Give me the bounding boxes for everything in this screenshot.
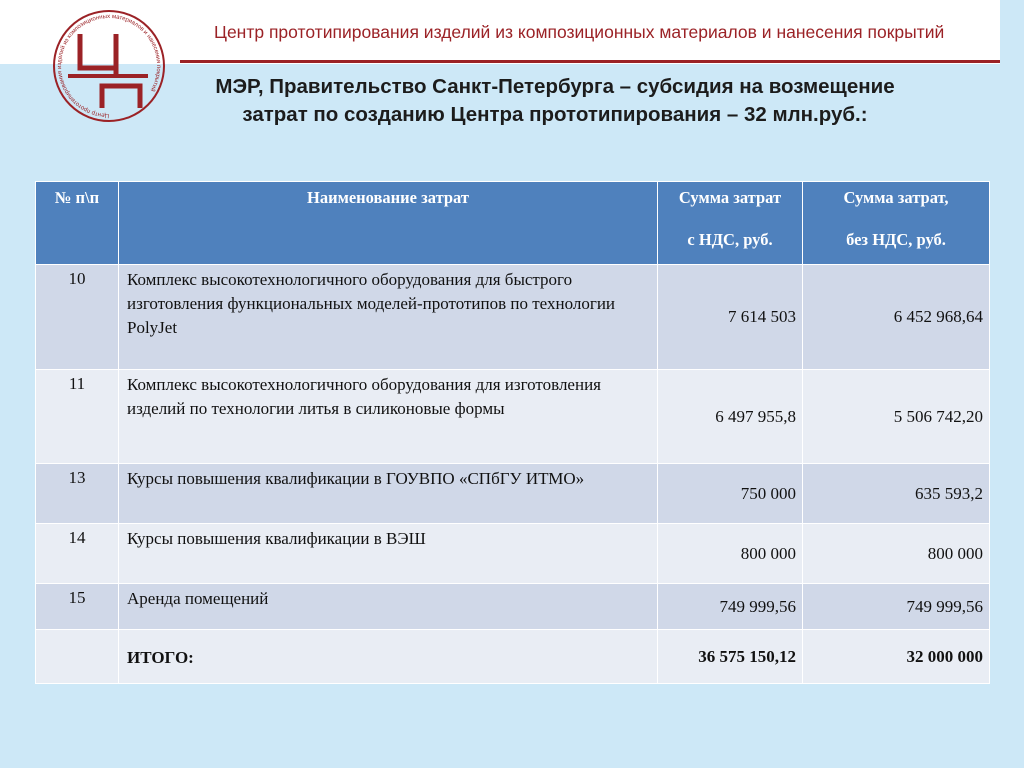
table-header-row: [36, 182, 990, 265]
row-without-vat: 635 593,2: [803, 464, 990, 524]
row-num: 13: [36, 464, 119, 524]
row-with-vat: 800 000: [658, 524, 803, 584]
row-name: Аренда помещений: [119, 584, 658, 630]
row-with-vat: 7 614 503: [658, 265, 803, 370]
table-row: [36, 464, 990, 524]
row-name: Курсы повышения квалификации в ВЭШ: [119, 524, 658, 584]
header-name: Наименование затрат: [119, 182, 658, 265]
table-row: [36, 524, 990, 584]
logo-letters: [68, 34, 148, 108]
table-row: [36, 584, 990, 630]
total-without-vat: 32 000 000: [803, 630, 990, 684]
table-total-row: [36, 630, 990, 684]
row-num: 10: [36, 265, 119, 370]
row-name: Комплекс высокотехнологичного оборудования для изготовления изделий по технологии литья в силиконовые формы: [119, 370, 658, 464]
table-row: [36, 370, 990, 464]
row-num: 15: [36, 584, 119, 630]
page-title: [160, 73, 950, 129]
header-with-vat: Сумма затрат с НДС, руб.: [658, 182, 803, 265]
row-without-vat: 800 000: [803, 524, 990, 584]
logo-emblem: [44, 4, 174, 124]
row-num: 14: [36, 524, 119, 584]
title-line-2: затрат по созданию Центра прототипирования – 32 млн.руб.:: [242, 103, 868, 126]
row-without-vat: 5 506 742,20: [803, 370, 990, 464]
row-num: 11: [36, 370, 119, 464]
header-without-vat: Сумма затрат, без НДС, руб.: [803, 182, 990, 265]
row-with-vat: 6 497 955,8: [658, 370, 803, 464]
title-line-1: МЭР, Правительство Санкт-Петербурга – субсидия на возмещение: [215, 75, 895, 98]
row-with-vat: 750 000: [658, 464, 803, 524]
header-divider: [180, 60, 1000, 63]
total-label: ИТОГО:: [119, 630, 658, 684]
total-with-vat: 36 575 150,12: [658, 630, 803, 684]
row-with-vat: 749 999,56: [658, 584, 803, 630]
logo-ring-text: Центр прототипирования изделий из композиционных материалов и нанесения покрытий: [57, 13, 162, 119]
row-name: Курсы повышения квалификации в ГОУВПО «СПбГУ ИТМО»: [119, 464, 658, 524]
header-title: Центр прототипирования изделий из композиционных материалов и нанесения покрытий: [214, 22, 945, 42]
row-without-vat: 6 452 968,64: [803, 265, 990, 370]
table-row: [36, 265, 990, 370]
costs-table: [35, 181, 990, 684]
header-num: № п\п: [36, 182, 119, 265]
total-num: [36, 630, 119, 684]
row-name: Комплекс высокотехнологичного оборудования для быстрого изготовления функциональных моделей-прототипов по технологии PolyJet: [119, 265, 658, 370]
row-without-vat: 749 999,56: [803, 584, 990, 630]
